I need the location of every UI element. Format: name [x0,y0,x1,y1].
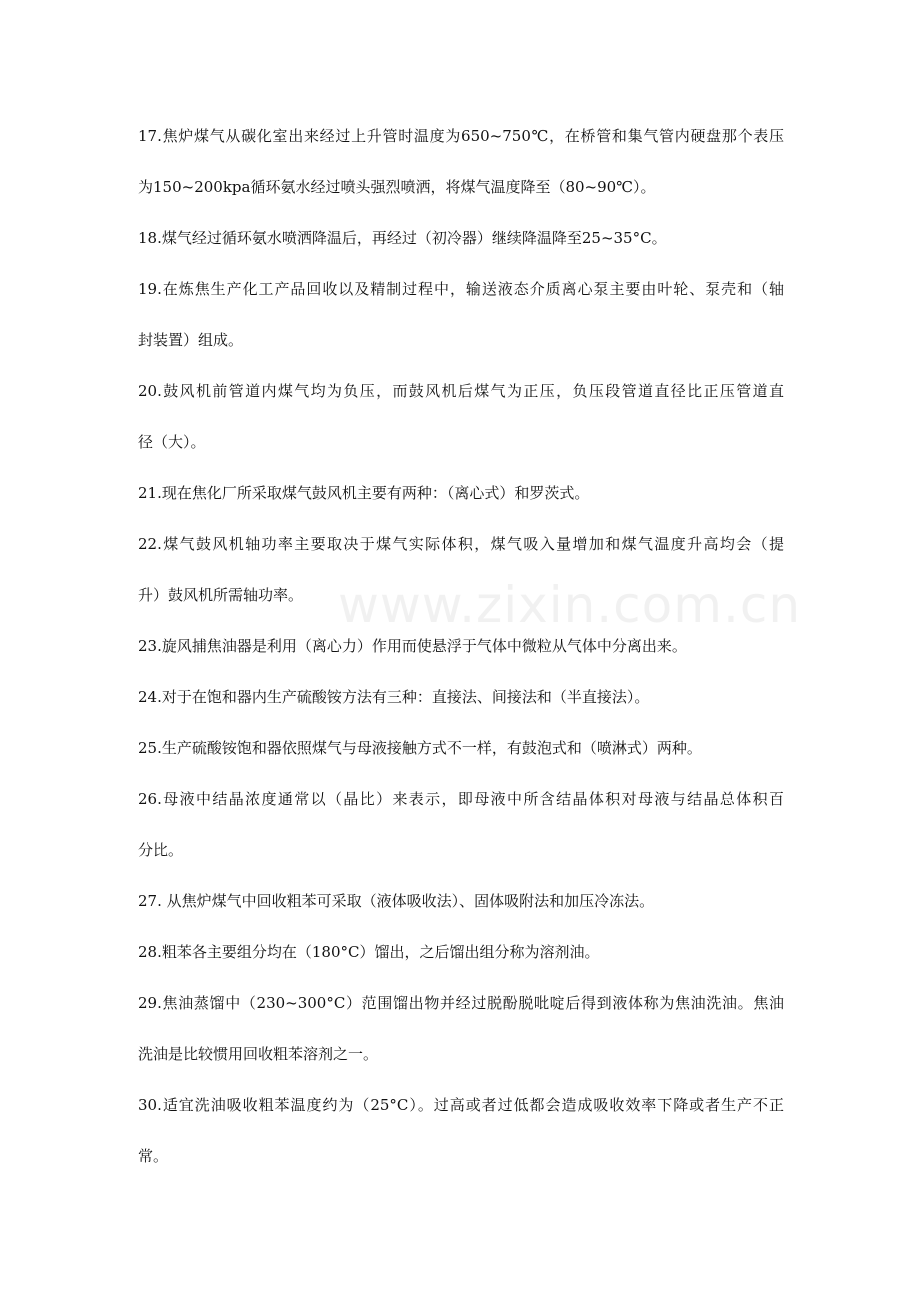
question-item [138,685,784,710]
question-line: 分比。 [138,841,184,859]
question-item [138,787,784,863]
question-line: 28.粗苯各主要组分均在（180°C）馏出，之后馏出组分称为溶剂油。 [138,943,600,961]
question-line: 封装置）组成。 [138,331,244,349]
question-line: 20.鼓风机前管道内煤气均为负压，而鼓风机后煤气为正压，负压段管道直径比正压管道直 [138,382,784,400]
question-item [138,277,784,353]
question-item [138,889,784,914]
question-line: 18.煤气经过循环氨水喷洒降温后，再经过（初冷器）继续降温降至25~35°C。 [138,229,667,247]
question-line: 为150~200kpa循环氨水经过喷头强烈喷洒，将煤气温度降至（80~90℃）。 [138,178,656,196]
question-line: 常。 [138,1147,169,1165]
question-item [138,1093,784,1169]
question-line: 17.焦炉煤气从碳化室出来经过上升管时温度为650~750℃，在桥管和集气管内硬盘那个表压 [138,127,784,145]
question-line: 22.煤气鼓风机轴功率主要取决于煤气实际体积，煤气吸入量增加和煤气温度升高均会（提 [138,535,784,553]
question-item [138,736,784,761]
question-line: 径（大）。 [138,433,206,451]
question-line: 19.在炼焦生产化工产品回收以及精制过程中，输送液态介质离心泵主要由叶轮、泵壳和（轴 [138,280,784,298]
question-line: 26.母液中结晶浓度通常以（晶比）来表示，即母液中所含结晶体积对母液与结晶总体积百 [138,790,784,808]
question-line: 29.焦油蒸馏中（230~300°C）范围馏出物并经过脱酚脱吡啶后得到液体称为焦油洗油。焦油 [138,994,784,1012]
question-line: 25.生产硫酸铵饱和器依照煤气与母液接触方式不一样，有鼓泡式和（喷淋式）两种。 [138,739,702,757]
question-line: 23.旋风捕焦油器是利用（离心力）作用而使悬浮于气体中微粒从气体中分离出来。 [138,637,687,655]
question-line: 升）鼓风机所需轴功率。 [138,586,304,604]
question-item [138,634,784,659]
question-item [138,481,784,506]
document-body [138,124,784,1195]
question-line: 30.适宜洗油吸收粗苯温度约为（25°C）。过高或者过低都会造成吸收效率下降或者生产不正 [138,1096,784,1114]
question-item [138,532,784,608]
question-item [138,379,784,455]
question-item [138,940,784,965]
question-line: 洗油是比较惯用回收粗苯溶剂之一。 [138,1045,379,1063]
question-item [138,124,784,200]
watermark: www.zixin.com.cn [338,576,802,634]
question-item [138,991,784,1067]
question-line: 21.现在焦化厂所采取煤气鼓风机主要有两种：（离心式）和罗茨式。 [138,484,590,502]
question-item [138,226,784,251]
question-line: 24.对于在饱和器内生产硫酸铵方法有三种：直接法、间接法和（半直接法）。 [138,688,650,706]
question-line: 27. 从焦炉煤气中回收粗苯可采取（液体吸收法）、固体吸附法和加压冷冻法。 [138,892,655,910]
